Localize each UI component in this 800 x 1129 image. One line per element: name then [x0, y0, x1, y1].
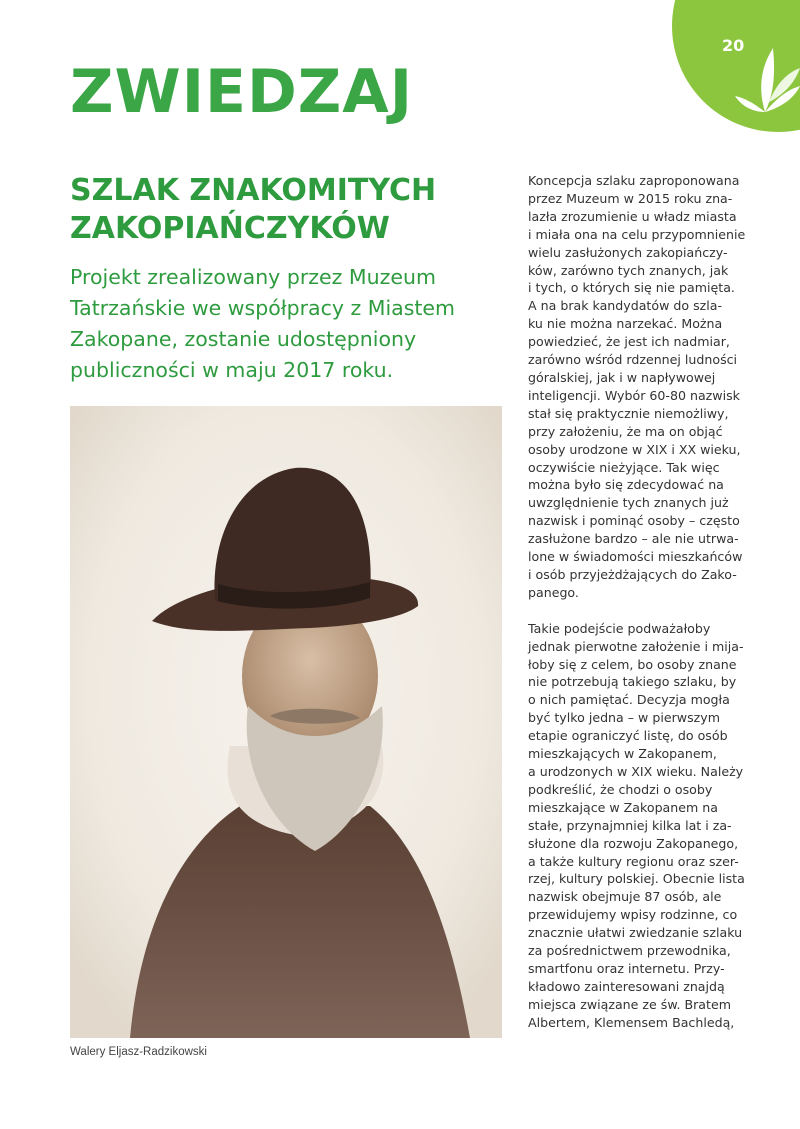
- portrait-photo: [70, 406, 502, 1038]
- photo-caption: Walery Eljasz-Radzikowski: [70, 1046, 207, 1058]
- body-line: Albertem, Klemensem Bachledą,: [528, 1014, 735, 1030]
- article-title-line: ZAKOPIAŃCZYKÓW: [70, 211, 390, 246]
- body-line: mieszkających w Zakopanem,: [528, 746, 717, 762]
- body-line: nie potrzebują takiego szlaku, by: [528, 674, 737, 690]
- lead-line: publiczności w maju 2017 roku.: [70, 358, 394, 382]
- body-line: ku nie można narzekać. Można: [528, 316, 723, 332]
- body-line: za pośrednictwem przewodnika,: [528, 943, 731, 959]
- body-line: podkreślić, że chodzi o osoby: [528, 781, 713, 797]
- leaf-sprout-icon: [735, 42, 800, 117]
- body-line: i osób przyjeżdżających do Zako-: [528, 566, 737, 582]
- body-line: lazła zrozumienie u władz miasta: [528, 208, 737, 224]
- body-line: przez Muzeum w 2015 roku zna-: [528, 190, 733, 206]
- body-line: przewidujemy wpisy rodzinne, co: [528, 907, 738, 923]
- body-line: stał się praktycznie niemożliwy,: [528, 405, 729, 421]
- body-line: być tylko jedna – w pierwszym: [528, 710, 720, 726]
- body-line: stałe, przynajmniej kilka lat i za-: [528, 817, 732, 833]
- body-line: inteligencji. Wybór 60-80 nazwisk: [528, 387, 740, 403]
- body-line: smartfonu oraz internetu. Przy-: [528, 960, 725, 976]
- lead-line: Tatrzańskie we współpracy z Miastem: [70, 296, 456, 320]
- article-title-line: SZLAK ZNAKOMITYCH: [70, 173, 437, 208]
- body-line: Takie podejście podważałoby: [528, 620, 711, 636]
- body-line: lone w świadomości mieszkańców: [528, 549, 743, 565]
- body-line: jednak pierwotne założenie i mija-: [528, 638, 744, 654]
- page-number: 20: [722, 36, 745, 55]
- body-line: uwzględnienie tych znanych już: [528, 495, 729, 511]
- body-line: i tych, o których się nie pamięta.: [528, 280, 735, 296]
- body-line: miejsca związane ze św. Bratem: [528, 996, 731, 1012]
- body-line: służone dla rozwoju Zakopanego,: [528, 835, 739, 851]
- body-line: o nich pamiętać. Decyzja mogła: [528, 692, 730, 708]
- body-line: znacznie ułatwi zwiedzanie szlaku: [528, 925, 743, 941]
- lead-paragraph: [70, 262, 510, 386]
- body-line: łoby się z celem, bo osoby znane: [528, 656, 737, 672]
- body-line: mieszkające w Zakopanem na: [528, 799, 718, 815]
- body-line: góralskiej, jak i w napływowej: [528, 369, 716, 385]
- body-line: etapie ograniczyć listę, do osób: [528, 728, 728, 744]
- body-line: A na brak kandydatów do szla-: [528, 298, 723, 314]
- body-line: wielu zasłużonych zakopiańczy-: [528, 244, 728, 260]
- body-line: ków, zarówno tych znanych, jak: [528, 262, 729, 278]
- body-paragraph: [528, 172, 768, 602]
- body-line: rzej, kultury polskiej. Obecnie lista: [528, 871, 745, 887]
- body-line: nazwisk i pominąć osoby – często: [528, 513, 740, 529]
- article-body: [528, 172, 768, 1032]
- body-line: oczywiście nieżyjące. Tak więc: [528, 459, 720, 475]
- lead-line: Projekt zrealizowany przez Muzeum: [70, 265, 436, 289]
- body-line: powiedzieć, że jest ich nadmiar,: [528, 334, 730, 350]
- section-title: ZWIEDZAJ: [70, 57, 414, 127]
- body-line: przy założeniu, że ma on objąć: [528, 423, 723, 439]
- lead-line: Zakopane, zostanie udostępniony: [70, 327, 417, 351]
- body-line: Koncepcja szlaku zaproponowana: [528, 173, 740, 188]
- body-line: panego.: [528, 584, 579, 600]
- body-line: nazwisk obejmuje 87 osób, ale: [528, 889, 722, 905]
- body-line: zasłużone bardzo – ale nie utrwa-: [528, 531, 739, 547]
- body-line: osoby urodzone w XIX i XX wieku,: [528, 441, 741, 457]
- body-paragraph: [528, 620, 768, 1032]
- body-line: kładowo zainteresowani znajdą: [528, 978, 725, 994]
- article-title: [70, 172, 500, 248]
- body-line: można było się zdecydować na: [528, 477, 724, 493]
- body-line: a urodzonych w XIX wieku. Należy: [528, 764, 744, 779]
- body-line: i miała ona na celu przypomnienie: [528, 226, 746, 242]
- body-line: a także kultury regionu oraz szer-: [528, 853, 739, 869]
- body-line: zarówno wśród rdzennej ludności: [528, 352, 738, 368]
